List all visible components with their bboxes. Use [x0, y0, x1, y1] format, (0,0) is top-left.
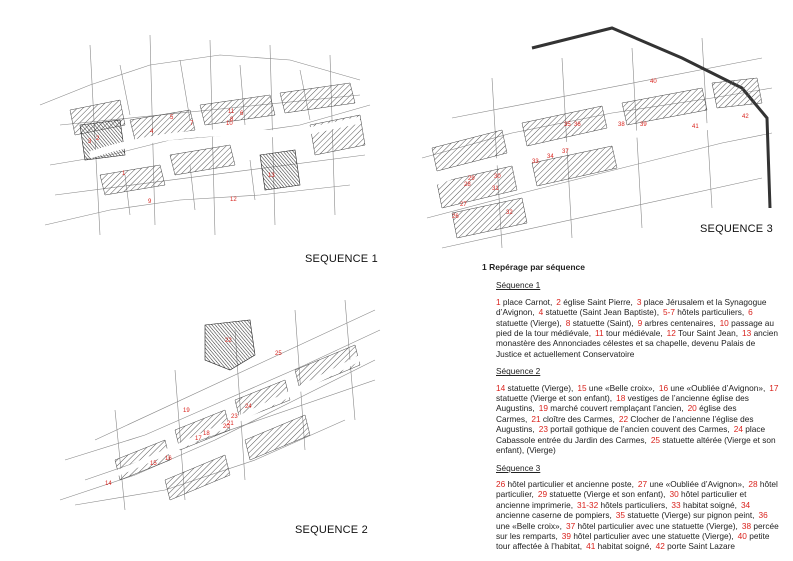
map-marker-32: 32 — [506, 210, 513, 216]
legend-item-text: Clocher de l’ancienne l’église des Augustins, — [496, 413, 754, 435]
legend-number: 25 — [650, 434, 661, 445]
legend-number: 33 — [671, 499, 681, 510]
map-marker-21: 21 — [227, 421, 234, 427]
map-marker-25: 25 — [275, 351, 282, 357]
map-marker-34: 34 — [547, 154, 554, 160]
legend-number: 30 — [669, 489, 679, 500]
map-marker-35: 35 — [564, 122, 571, 128]
map-marker-4: 4 — [150, 129, 154, 135]
map-marker-29: 29 — [468, 176, 475, 182]
legend-item-text: marché couvert remplaçant l’ancien, — [547, 403, 684, 414]
legend-item-text: statuette (Vierge et son enfant), — [547, 489, 666, 500]
map-marker-5: 5 — [170, 115, 174, 121]
legend-item-text: portail gothique de l’ancien couvent des Carmes, — [547, 424, 730, 435]
legend-number: 5-7 — [663, 307, 675, 318]
legend-item-text: place Jérusalem et la Synagogue d’Avignon, — [496, 296, 767, 318]
legend-number: 21 — [531, 413, 541, 424]
legend-number: 31-32 — [577, 499, 599, 510]
map-marker-17: 17 — [195, 436, 202, 442]
legend-item-text: petite tour affectée à l’habitat, — [496, 530, 770, 552]
legend-number: 42 — [655, 541, 665, 552]
legend-item-text: statuette (Vierge), — [505, 382, 574, 393]
legend-item-text: une «Oubliée d’Avignon», — [668, 382, 766, 393]
legend-item-text: église des Carmes, — [496, 403, 737, 424]
legend-section-title: Séquence 3 — [496, 462, 541, 473]
legend-number: 12 — [666, 328, 676, 339]
legend-item-text: place Cabassole entrée du Jardin des Carmes, — [496, 424, 766, 445]
map-marker-1: 1 — [122, 171, 126, 177]
map-marker-42: 42 — [742, 114, 749, 120]
legend-item-text: arbres centenaires, — [642, 317, 716, 328]
legend-item-text: hôtel particulier avec une statuette (Vierge), — [575, 520, 738, 531]
legend-number: 34 — [740, 499, 751, 510]
legend-number: 15 — [577, 382, 587, 393]
sequence-3-label: SEQUENCE 3 — [700, 223, 773, 235]
map-marker-11: 11 — [228, 109, 235, 115]
map-marker-16: 16 — [165, 456, 172, 462]
legend-number: 18 — [616, 393, 626, 404]
legend-number: 35 — [615, 510, 626, 521]
legend-item-text: place Carnot, — [500, 296, 553, 307]
legend-number: 11 — [595, 328, 604, 339]
map-marker-37: 37 — [562, 149, 569, 155]
map-marker-26: 26 — [452, 214, 459, 220]
legend-number: 23 — [538, 424, 548, 435]
legend-number: 28 — [748, 478, 758, 489]
legend-section-items — [496, 479, 782, 552]
legend-number: 24 — [733, 424, 743, 435]
legend-number: 6 — [748, 307, 753, 318]
map-marker-40: 40 — [650, 79, 657, 85]
legend-item-text: Tour Saint Jean, — [675, 328, 739, 339]
legend-item-text: passage au pied de la tour médiévale, — [496, 317, 775, 339]
legend-number: 3 — [636, 296, 642, 307]
legend-number: 29 — [537, 489, 548, 500]
map-marker-13: 13 — [268, 173, 275, 179]
map-marker-39: 39 — [640, 122, 647, 128]
legend-number: 40 — [737, 530, 747, 541]
map-marker-22: 22 — [225, 338, 232, 344]
map-marker-30: 30 — [494, 174, 501, 180]
legend-number: 8 — [565, 317, 571, 328]
legend-number: 4 — [538, 307, 544, 318]
map-marker-19: 19 — [183, 408, 190, 414]
legend-section-items — [496, 297, 782, 359]
map-marker-28: 28 — [464, 182, 471, 188]
map-marker-18: 18 — [203, 431, 210, 437]
legend-item-text: une «Belle croix», — [586, 382, 655, 393]
legend-number: 39 — [561, 530, 572, 541]
map-marker-9: 9 — [148, 199, 152, 205]
legend-number: 16 — [658, 382, 669, 393]
map-marker-2: 2 — [96, 136, 100, 142]
legend-item-text: statuette (Vierge) sur pignon peint, — [625, 510, 755, 521]
map-marker-6: 6 — [240, 111, 244, 117]
map-marker-24: 24 — [245, 404, 252, 410]
sequence-2-label: SEQUENCE 2 — [295, 524, 368, 536]
legend-item-text: percée sur les remparts, — [496, 520, 779, 541]
legend-item-text: porte Saint Lazare — [664, 541, 735, 552]
legend-title: 1 Repérage par séquence — [482, 262, 585, 272]
legend-item-text: église Saint Pierre, — [560, 296, 633, 307]
map-marker-12: 12 — [230, 197, 237, 203]
map-marker-20: 20 — [223, 424, 230, 430]
map-marker-27: 27 — [460, 202, 467, 208]
legend-number: 10 — [719, 317, 729, 328]
map-marker-38: 38 — [618, 122, 625, 128]
legend-number: 26 — [496, 478, 506, 489]
legend-item-text: statuette (Saint), — [570, 317, 634, 328]
legend-item-text: habitat soigné, — [595, 541, 652, 552]
map-marker-7: 7 — [190, 121, 194, 127]
legend-item-text: hôtel particulier avec une statuette (Vierge), — [571, 530, 734, 541]
legend-section-items — [496, 383, 782, 456]
map-marker-14: 14 — [105, 481, 112, 487]
legend-item-text: une «Belle croix», — [496, 520, 562, 531]
legend-number: 9 — [637, 317, 643, 328]
legend-item-text: vestiges de l’ancienne église des Augustins, — [496, 393, 749, 414]
map-marker-31: 31 — [492, 186, 499, 192]
legend-item-text: une «Oubliée d’Avignon», — [647, 478, 745, 489]
map-marker-36: 36 — [574, 122, 581, 128]
legend-item-text: statuette (Vierge et son enfant), — [496, 393, 613, 404]
map-sequence-3 — [412, 18, 782, 258]
map-marker-3: 3 — [88, 139, 92, 145]
legend-section-title: Séquence 1 — [496, 280, 541, 291]
legend-item-text: hôtel particulier et ancienne imprimerie, — [496, 489, 747, 510]
legend-item-text: tour médiévale, — [603, 328, 663, 339]
legend-item-text: ancien monastère des Annonciades célestes et sa chapelle, devenu Palais de Justice et actuellement Conservatoire — [496, 328, 779, 359]
sequence-1-label: SEQUENCE 1 — [305, 253, 378, 265]
legend-item-text: hôtel particulier, — [496, 478, 778, 500]
legend-number: 1 — [496, 296, 501, 307]
map-marker-10: 10 — [226, 121, 233, 127]
map-marker-41: 41 — [692, 124, 699, 130]
map-marker-8: 8 — [230, 117, 234, 123]
legend-item-text: statuette (Vierge), — [496, 317, 562, 328]
legend-number: 14 — [496, 382, 506, 393]
legend-item-text: statuette (Saint Jean Baptiste), — [543, 307, 659, 318]
legend-item-text: hôtels particuliers, — [675, 307, 745, 318]
legend-item-text: habitat soigné, — [680, 499, 737, 510]
legend-panel — [482, 262, 782, 559]
legend-item-text: statuette altérée (Vierge et son enfant), (Vierge) — [496, 434, 776, 456]
legend-item-text: ancienne caserne de pompiers, — [496, 510, 612, 521]
legend-number: 27 — [637, 478, 648, 489]
legend-section-title: Séquence 2 — [496, 366, 541, 377]
map-sequence-1 — [30, 25, 380, 250]
legend-number: 2 — [556, 296, 561, 307]
legend-item-text: hôtel particulier et ancienne poste, — [505, 478, 634, 489]
legend-number: 41 — [586, 541, 596, 552]
legend-item-text: cloître des Carmes, — [540, 413, 615, 424]
legend-number: 38 — [741, 520, 752, 531]
legend-number: 22 — [618, 413, 629, 424]
map-marker-23: 23 — [231, 414, 238, 420]
legend-number: 13 — [742, 328, 752, 339]
legend-number: 36 — [758, 510, 768, 521]
map-sequence-2 — [55, 290, 390, 515]
legend-number: 37 — [565, 520, 576, 531]
legend-number: 20 — [687, 403, 697, 414]
map-marker-33: 33 — [532, 159, 539, 165]
legend-number: 17 — [769, 382, 779, 393]
map-marker-15: 15 — [150, 461, 157, 467]
legend-number: 19 — [538, 403, 548, 414]
legend-item-text: hôtels particuliers, — [598, 499, 668, 510]
